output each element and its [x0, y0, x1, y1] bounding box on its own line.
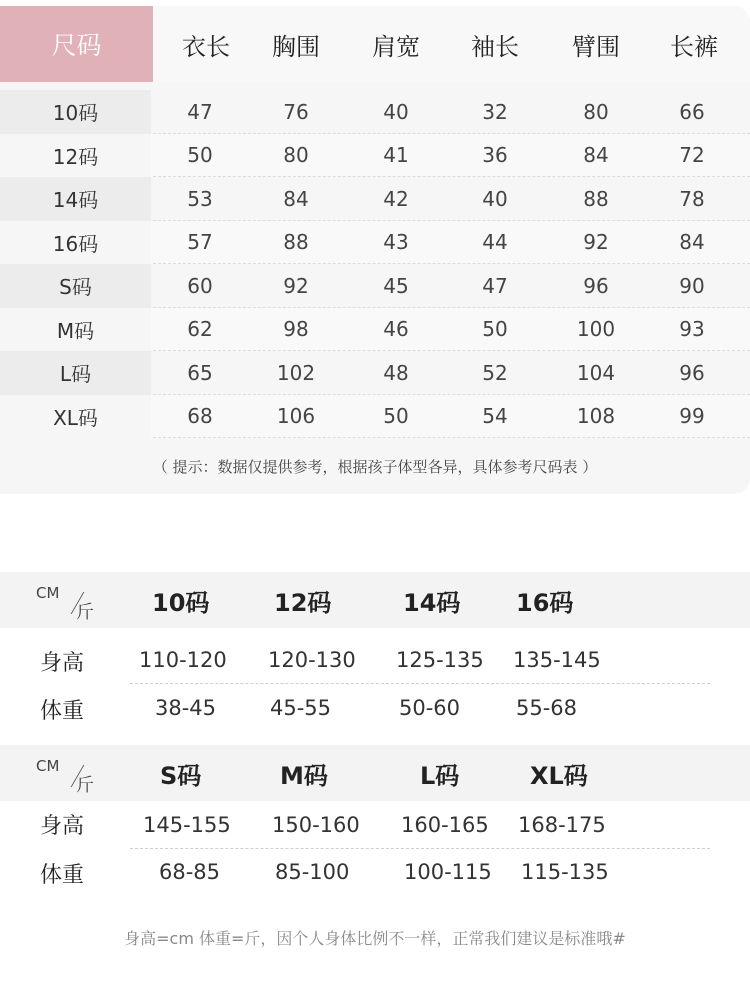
- row-size-label: 10码: [0, 90, 151, 134]
- column-header-chest: 胸围: [272, 32, 320, 61]
- height-value: 160-165: [401, 813, 489, 837]
- table-cell: 104: [576, 360, 616, 385]
- height-value: 145-155: [143, 813, 231, 837]
- weight-value: 50-60: [399, 696, 461, 720]
- unit-cm: CM: [36, 584, 60, 602]
- table-cell: 96: [583, 273, 609, 298]
- unit-label: [36, 584, 96, 623]
- table-cell: 106: [276, 404, 316, 429]
- table-cell: 47: [187, 99, 213, 124]
- table-cell: 60: [187, 273, 213, 298]
- row-size-label: S码: [0, 264, 151, 308]
- table-cell: 40: [383, 99, 409, 124]
- table-row: [0, 308, 750, 352]
- hw-size-header: M码: [280, 761, 328, 790]
- table-cell: 90: [679, 273, 705, 298]
- table-row: [0, 221, 750, 265]
- table-cell: 84: [283, 186, 309, 211]
- table-cell: 40: [482, 186, 508, 211]
- height-label: 身高: [40, 651, 85, 676]
- table-cell: 99: [679, 404, 705, 429]
- row-size-label: 14码: [0, 177, 151, 221]
- size-chart-header: [0, 6, 750, 82]
- table-cell: 57: [187, 230, 213, 255]
- table-cell: 72: [679, 143, 705, 168]
- table-row: [0, 177, 750, 221]
- size-chart-card: [0, 6, 750, 494]
- column-header-length: 衣长: [182, 32, 230, 61]
- weight-value: 68-85: [159, 860, 221, 884]
- table-cell: 78: [679, 186, 705, 211]
- table-cell: 54: [482, 404, 508, 429]
- table-cell: 48: [383, 360, 409, 385]
- unit-jin: 斤: [76, 775, 94, 796]
- table-row: [0, 351, 750, 395]
- table-cell: 68: [187, 404, 213, 429]
- table-cell: 66: [679, 99, 705, 124]
- table-cell: 100: [576, 317, 616, 342]
- column-header-arm: 臂围: [572, 32, 620, 61]
- unit-cm: CM: [36, 757, 60, 775]
- height-value: 135-145: [513, 648, 601, 672]
- table-cell: 45: [383, 273, 409, 298]
- table-cell: 36: [482, 143, 508, 168]
- height-value: 125-135: [396, 648, 484, 672]
- row-size-label: 12码: [0, 134, 151, 178]
- table-cell: 102: [276, 360, 316, 385]
- table-cell: 42: [383, 186, 409, 211]
- height-label: 身高: [40, 814, 85, 839]
- weight-value: 85-100: [275, 860, 350, 884]
- table-cell: 80: [283, 143, 309, 168]
- column-header-sleeve: 袖长: [471, 32, 519, 61]
- table-cell: 98: [283, 317, 309, 342]
- table-cell: 50: [482, 317, 508, 342]
- hw-size-header: 10码: [152, 588, 210, 617]
- weight-label: 体重: [40, 863, 85, 888]
- height-value: 120-130: [268, 648, 356, 672]
- table-cell: 96: [679, 360, 705, 385]
- table-cell: 32: [482, 99, 508, 124]
- weight-value: 115-135: [521, 860, 609, 884]
- hw-size-header: XL码: [530, 761, 588, 790]
- weight-label: 体重: [40, 699, 85, 724]
- row-size-label: 16码: [0, 221, 151, 265]
- table-cell: 52: [482, 360, 508, 385]
- table-row: [0, 264, 750, 308]
- table-cell: 65: [187, 360, 213, 385]
- table-row: [0, 395, 750, 439]
- table-cell: 88: [283, 230, 309, 255]
- height-value: 168-175: [518, 813, 606, 837]
- size-chart-note: （ 提示：数据仅提供参考，根据孩子体型各异，具体参考尺码表 ）: [152, 458, 598, 476]
- column-header-shoulder: 肩宽: [372, 32, 420, 61]
- footer-note: 身高=cm 体重=斤，因个人身体比例不一样，正常我们建议是标准哦#: [124, 929, 626, 948]
- table-cell: 50: [383, 404, 409, 429]
- table-cell: 53: [187, 186, 213, 211]
- row-size-label: M码: [0, 308, 151, 352]
- row-size-label: L码: [0, 351, 151, 395]
- height-value: 110-120: [139, 648, 227, 672]
- table-cell: 43: [383, 230, 409, 255]
- hw-size-header: 14码: [403, 588, 461, 617]
- size-column-header: 尺码: [0, 6, 153, 82]
- size-chart-rows: [0, 90, 750, 438]
- table-cell: 92: [283, 273, 309, 298]
- unit-jin: 斤: [76, 602, 94, 623]
- table-cell: 84: [583, 143, 609, 168]
- table-cell: 41: [383, 143, 409, 168]
- column-header-pants: 长裤: [670, 32, 718, 61]
- table-cell: 84: [679, 230, 705, 255]
- hw-table-2-header: [0, 745, 750, 801]
- weight-value: 38-45: [155, 696, 217, 720]
- table-cell: 88: [583, 186, 609, 211]
- table-cell: 50: [187, 143, 213, 168]
- table-cell: 62: [187, 317, 213, 342]
- hw-table-1-header: [0, 572, 750, 628]
- height-value: 150-160: [272, 813, 360, 837]
- hw-size-header: 16码: [516, 588, 574, 617]
- row-size-label: XL码: [0, 395, 151, 439]
- row-divider: [130, 683, 710, 684]
- hw-size-header: L码: [420, 761, 460, 790]
- table-cell: 92: [583, 230, 609, 255]
- unit-label: [36, 757, 96, 796]
- table-cell: 108: [576, 404, 616, 429]
- table-row: [0, 134, 750, 178]
- table-cell: 47: [482, 273, 508, 298]
- weight-value: 100-115: [404, 860, 492, 884]
- table-cell: 93: [679, 317, 705, 342]
- hw-size-header: 12码: [274, 588, 332, 617]
- weight-value: 55-68: [516, 696, 578, 720]
- table-cell: 44: [482, 230, 508, 255]
- table-cell: 46: [383, 317, 409, 342]
- row-divider: [130, 848, 710, 849]
- table-row: [0, 90, 750, 134]
- table-cell: 80: [583, 99, 609, 124]
- hw-size-header: S码: [160, 761, 202, 790]
- table-cell: 76: [283, 99, 309, 124]
- weight-value: 45-55: [270, 696, 332, 720]
